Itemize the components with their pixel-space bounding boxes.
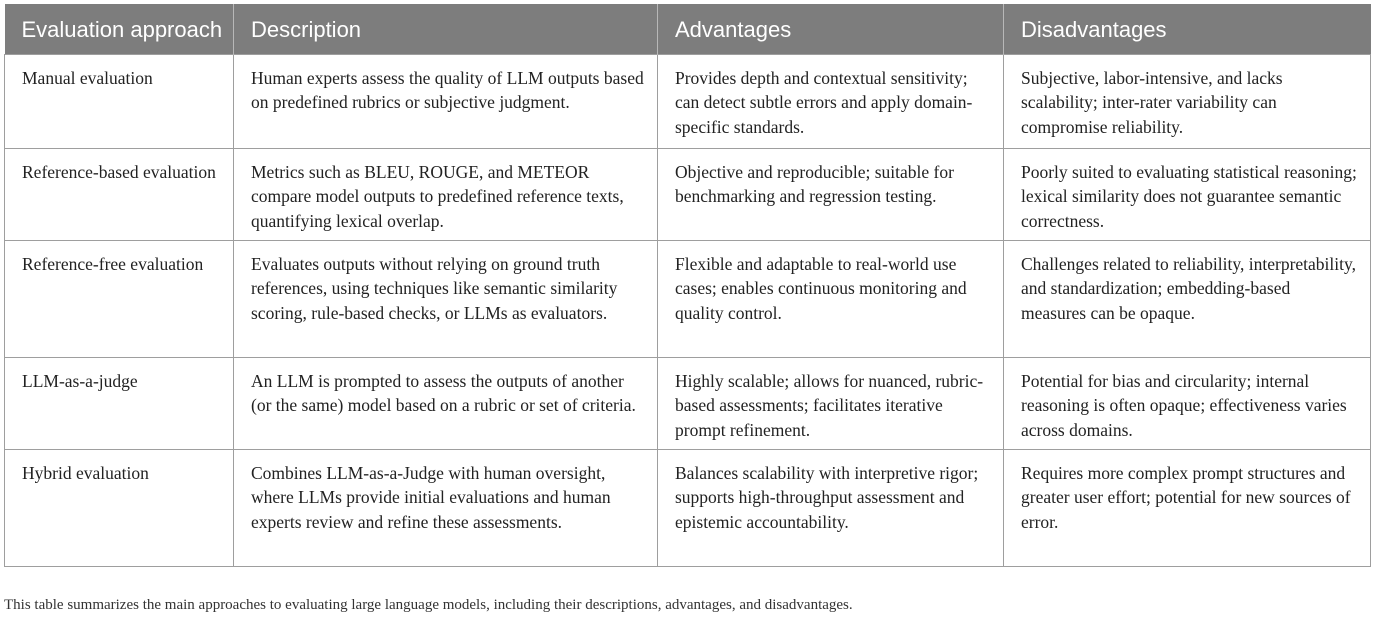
- table-caption: This table summarizes the main approaches to evaluating large language models, including their descriptions, advantages, and disadvantages.: [4, 597, 853, 613]
- cell-approach: Manual evaluation: [5, 54, 234, 148]
- header-evaluation-approach: Evaluation approach: [5, 4, 234, 54]
- cell-advantages: Flexible and adaptable to real-world use cases; enables continuous monitoring and quality control.: [658, 240, 1004, 357]
- table-row: [5, 357, 1371, 449]
- cell-description: Metrics such as BLEU, ROUGE, and METEOR compare model outputs to predefined reference texts, quantifying lexical overlap.: [234, 148, 658, 240]
- cell-disadvantages: Challenges related to reliability, interpretability, and standardization; embedding-based measures can be opaque.: [1004, 240, 1371, 357]
- cell-disadvantages: Subjective, labor-intensive, and lacks scalability; inter-rater variability can compromise reliability.: [1004, 54, 1371, 148]
- table-body: [5, 54, 1371, 566]
- cell-description: Human experts assess the quality of LLM outputs based on predefined rubrics or subjective judgment.: [234, 54, 658, 148]
- table-row: [5, 449, 1371, 566]
- cell-approach: Hybrid evaluation: [5, 449, 234, 566]
- cell-advantages: Provides depth and contextual sensitivity; can detect subtle errors and apply domain-specific standards.: [658, 54, 1004, 148]
- cell-disadvantages: Potential for bias and circularity; internal reasoning is often opaque; effectiveness varies across domains.: [1004, 357, 1371, 449]
- cell-description: Combines LLM-as-a-Judge with human oversight, where LLMs provide initial evaluations and human experts review and refine these assessments.: [234, 449, 658, 566]
- table-row: [5, 54, 1371, 148]
- header-disadvantages: Disadvantages: [1004, 4, 1371, 54]
- header-advantages: Advantages: [658, 4, 1004, 54]
- evaluation-table-container: [4, 4, 1370, 567]
- cell-approach: LLM-as-a-judge: [5, 357, 234, 449]
- cell-approach: Reference-based evaluation: [5, 148, 234, 240]
- header-row: [5, 4, 1371, 54]
- cell-description: Evaluates outputs without relying on ground truth references, using techniques like semantic similarity scoring, rule-based checks, or LLMs as evaluators.: [234, 240, 658, 357]
- table-row: [5, 240, 1371, 357]
- cell-advantages: Objective and reproducible; suitable for benchmarking and regression testing.: [658, 148, 1004, 240]
- cell-description: An LLM is prompted to assess the outputs of another (or the same) model based on a rubric or set of criteria.: [234, 357, 658, 449]
- cell-approach: Reference-free evaluation: [5, 240, 234, 357]
- cell-advantages: Balances scalability with interpretive rigor; supports high-throughput assessment and epistemic accountability.: [658, 449, 1004, 566]
- cell-disadvantages: Poorly suited to evaluating statistical reasoning; lexical similarity does not guarantee semantic correctness.: [1004, 148, 1371, 240]
- header-description: Description: [234, 4, 658, 54]
- cell-advantages: Highly scalable; allows for nuanced, rubric-based assessments; facilitates iterative prompt refinement.: [658, 357, 1004, 449]
- table-row: [5, 148, 1371, 240]
- evaluation-approaches-table: [4, 4, 1371, 567]
- cell-disadvantages: Requires more complex prompt structures and greater user effort; potential for new sources of error.: [1004, 449, 1371, 566]
- table-header: [5, 4, 1371, 54]
